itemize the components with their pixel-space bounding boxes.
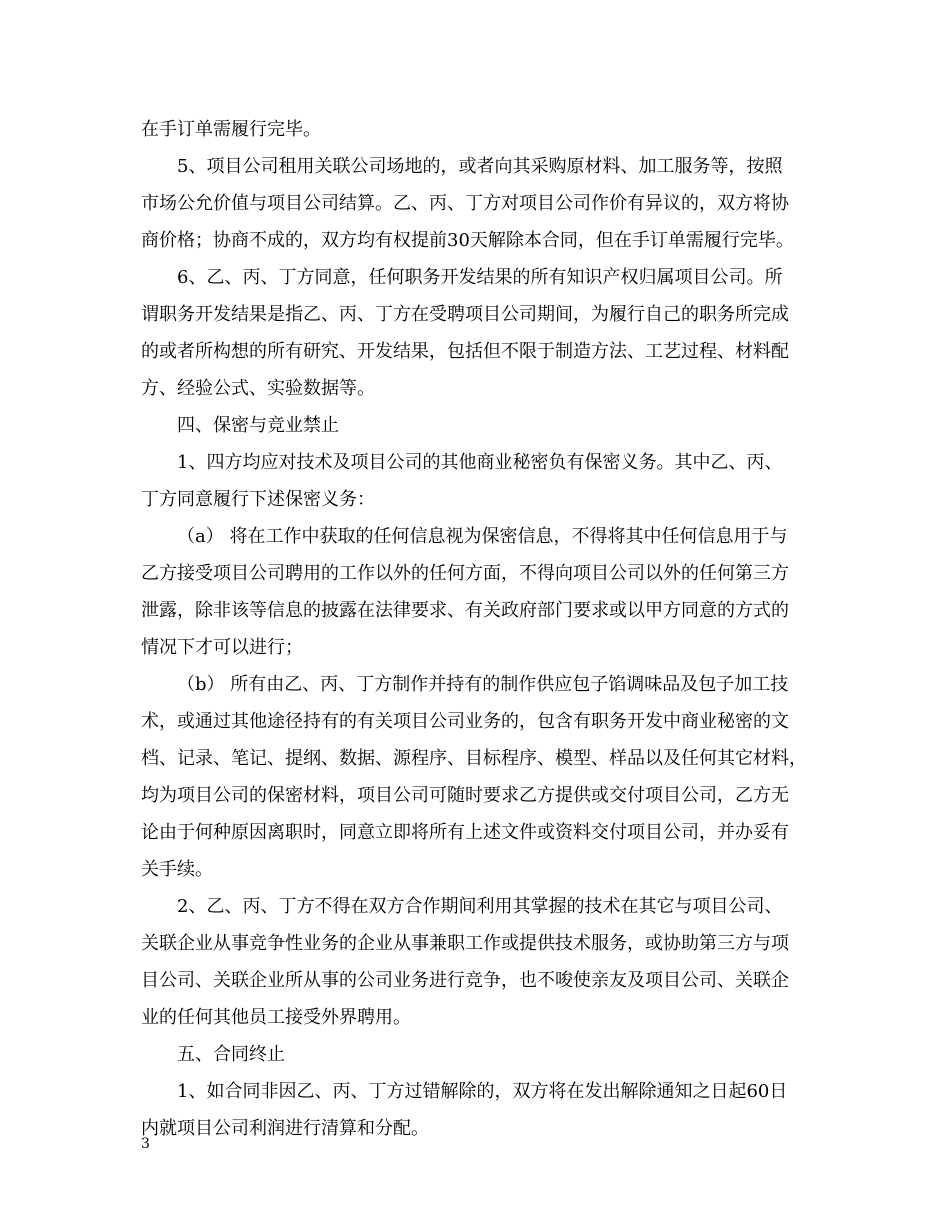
section-heading: 四、保密与竞业禁止 [177, 415, 339, 436]
text-line: 丁方同意履行下述保密义务： [141, 489, 375, 510]
text-line: 1、四方均应对技术及项目公司的其他商业秘密负有保密义务。其中乙、丙、 [177, 452, 783, 473]
text-line: 6、乙、丙、丁方同意，任何职务开发结果的所有知识产权归属项目公司。所 [177, 267, 783, 288]
text-line: 情况下才可以进行； [141, 637, 303, 658]
text-line: 的或者所构想的所有研究、开发结果，包括但不限于制造方法、工艺过程、材料配 [141, 341, 789, 362]
text-line: 谓职务开发结果是指乙、丙、丁方在受聘项目公司期间，为履行自己的职务所完成 [141, 304, 789, 325]
text-line: 乙方接受项目公司聘用的工作以外的任何方面，不得向项目公司以外的任何第三方 [141, 563, 789, 584]
text-line: 论由于何种原因离职时，同意立即将所有上述文件或资料交付项目公司，并办妥有 [141, 822, 789, 843]
text-line: 方、经验公式、实验数据等。 [141, 378, 375, 399]
text-line: 关手续。 [141, 859, 213, 880]
text-line: 泄露，除非该等信息的披露在法律要求、有关政府部门要求或以甲方同意的方式的 [141, 600, 789, 621]
text-line: 业的任何其他员工接受外界聘用。 [141, 1007, 411, 1028]
text-line: 档、记录、笔记、提纲、数据、源程序、目标程序、模型、样品以及任何其它材料， [141, 748, 807, 769]
text-line: 在手订单需履行完毕。 [141, 119, 321, 140]
text-line: 目公司、关联企业所从事的公司业务进行竞争，也不唆使亲友及项目公司、关联企 [141, 970, 789, 991]
section-heading: 五、合同终止 [177, 1044, 285, 1065]
text-line: 关联企业从事竞争性业务的企业从事兼职工作或提供技术服务，或协助第三方与项 [141, 933, 789, 954]
text-line: 内就项目公司利润进行清算和分配。 [141, 1118, 429, 1139]
text-line: （b） 所有由乙、丙、丁方制作并持有的制作供应包子馅调味品及包子加工技 [177, 674, 789, 695]
text-line: 术，或通过其他途径持有的有关项目公司业务的，包含有职务开发中商业秘密的文 [141, 711, 789, 732]
text-line: 1、如合同非因乙、丙、丁方过错解除的，双方将在发出解除通知之日起60日 [177, 1081, 788, 1102]
text-line: 5、项目公司租用关联公司场地的，或者向其采购原材料、加工服务等，按照 [177, 156, 783, 177]
text-line: 市场公允价值与项目公司结算。乙、丙、丁方对项目公司作价有异议的，双方将协 [141, 193, 789, 214]
page-number: 3 [141, 1136, 150, 1152]
text-line: 商价格；协商不成的，双方均有权提前30天解除本合同，但在手订单需履行完毕。 [141, 230, 794, 251]
text-line: 2、乙、丙、丁方不得在双方合作期间利用其掌握的技术在其它与项目公司、 [177, 896, 783, 917]
text-line: （a） 将在工作中获取的任何信息视为保密信息，不得将其中任何信息用于与 [177, 526, 788, 547]
text-line: 均为项目公司的保密材料，项目公司可随时要求乙方提供或交付项目公司，乙方无 [141, 785, 789, 806]
